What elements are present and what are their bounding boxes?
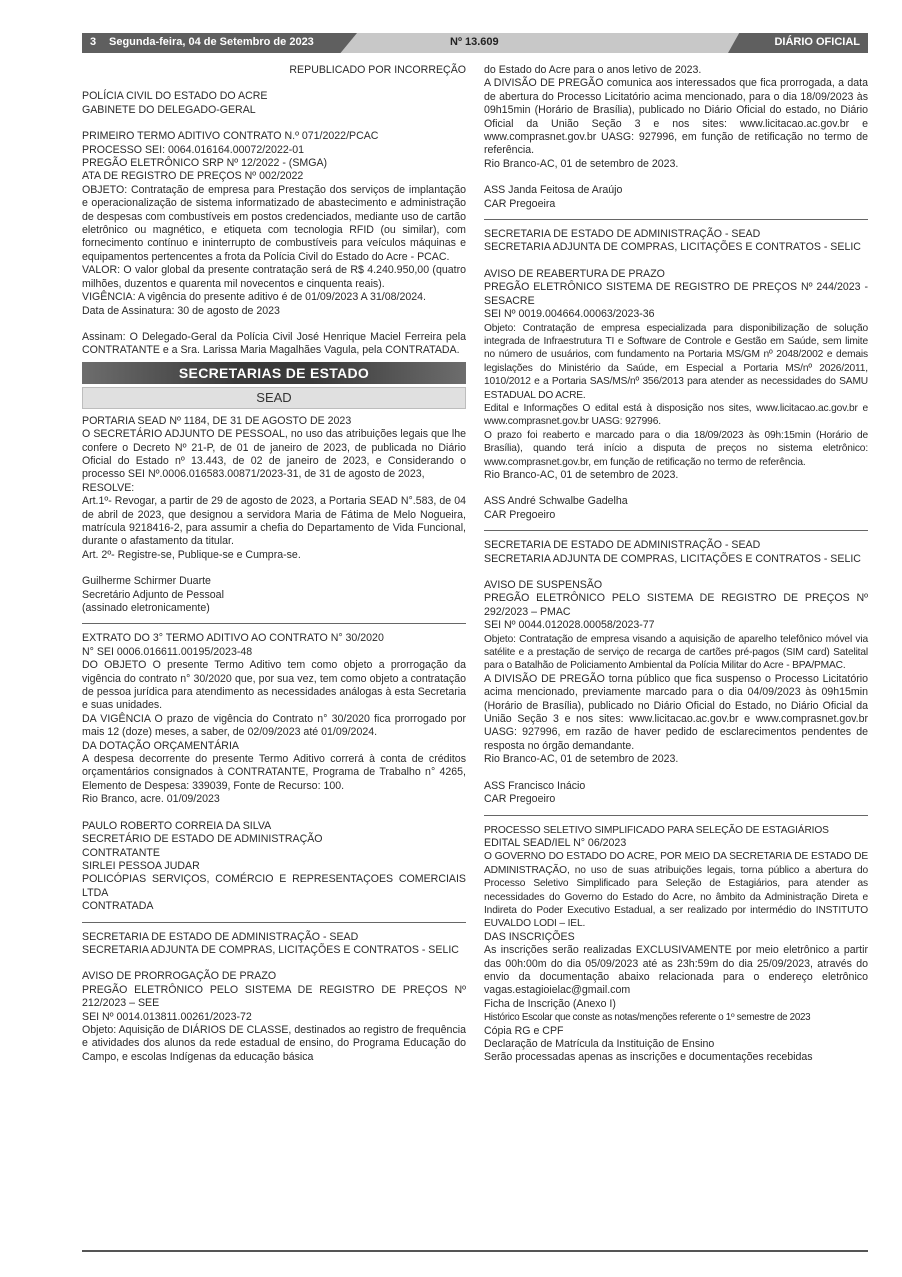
- divider: [484, 815, 868, 816]
- selection-doc-item: Declaração de Matrícula da Instituição de Ensino: [484, 1038, 715, 1050]
- notice-title: AVISO DE PRORROGAÇÃO DE PRAZO: [82, 970, 277, 983]
- selection-heading: DAS INSCRIÇÕES: [484, 930, 575, 943]
- extract-title: EXTRATO DO 3° TERMO ADITIVO AO CONTRATO N° 30/2020: [82, 632, 384, 645]
- extract-budget: A despesa decorrente do presente Termo Aditivo correrá à conta de créditos orçamentários consignados à CONTRATANTE, Programa de Trabalho n° 4265, Elemento de Despesa: 339039, Fonte de Recurso: 100.: [82, 753, 466, 792]
- issue-date: Segunda-feira, 04 de Setembro de 2023: [109, 36, 314, 48]
- department-name: SECRETARIA DE ESTADO DE ADMINISTRAÇÃO - SEAD: [484, 539, 761, 552]
- signer-name: ASS André Schwalbe Gadelha: [484, 495, 628, 508]
- notice-object: Objeto: Aquisição de DIÁRIOS DE CLASSE, destinados ao registro de frequência e atividades dos alunos da rede estadual de ensino, do Programa Educação do Campo, e escolas Indígenas da educação básica: [82, 1023, 466, 1063]
- notice-object: Objeto: Contratação de empresa visando a aquisição de aparelho telefônico móvel via satélite e a prestação de serviço de recarga de cartões pré-pagos (SIM card) Satelital para o Batalhão de Policiamento Ambiental da Polícia Militar do Acre - BPA/PMAC.: [484, 633, 868, 672]
- subsection-banner: SEAD: [82, 387, 466, 409]
- page-number: 3: [90, 36, 97, 48]
- contract-object: OBJETO: Contratação de empresa para Prestação dos serviços de implantação e operacionalização de sistema informatizado de abastecimento e administração de despesas com combustíveis em postos credenciados, mediante uso de cartão eletrônico ou magnético, e etiqueta com tecnologia RFID (ou similar), com fornecimento contínuo e ininterrupto de combustíveis para veículos máquinas e equipamentos pertencentes a frota da Polícia Civil do Estado do Acre - PCAC.: [82, 183, 466, 263]
- agency-name: POLÍCIA CIVIL DO ESTADO DO ACRE: [82, 90, 268, 103]
- extract-budget-heading: DA DOTAÇÃO ORÇAMENTÁRIA: [82, 739, 239, 752]
- party-company: POLICÓPIAS SERVIÇOS, COMÉRCIO E REPRESENTAÇOES COMERCIAIS LTDA: [82, 873, 466, 899]
- department-name: SECRETARIA DE ESTADO DE ADMINISTRAÇÃO - SEAD: [484, 228, 761, 241]
- notice-sei: SEI Nº 0044.012028.00058/2023-77: [484, 619, 655, 632]
- notice-title: AVISO DE SUSPENSÃO: [484, 579, 603, 591]
- signer-name: ASS Francisco Inácio: [484, 779, 586, 792]
- extract-sei: N° SEI 0006.016611.00195/2023-48: [82, 645, 253, 658]
- department-name: SECRETARIA DE ESTADO DE ADMINISTRAÇÃO - SEAD: [82, 930, 359, 943]
- notice-body: A DIVISÃO DE PREGÃO torna público que fica suspenso o Processo Licitatório acima mencionado, previamente marcado para o dia 04/09/2023 às 09h15min (Horário de Brasília), publicado no Diário Oficial do Estado, no Diário Oficial da União Seção 3 e nos sites: www.licitacao.ac.gov.br e www.comprasnet.gov.br UASG: 927996, em razão de haver pedido de esclarecimentos pendentes de resposta no órgão demandante.: [484, 672, 868, 752]
- notice-auction: PREGÃO ELETRÔNICO PELO SISTEMA DE REGISTRO DE PREÇOS Nº 212/2023 – SEE: [82, 983, 466, 1010]
- signer-role: CAR Pregoeiro: [484, 508, 556, 521]
- notice-body: A DIVISÃO DE PREGÃO comunica aos interessados que fica prorrogada, a data de abertura do Processo Licitatório acima mencionado, para o dia 18/09/2023 às 09h15min (Horário de Brasília), publicado no Diário Oficial do estado, no Diário Oficial da União Seção 3 e nos sites: www.licitacao.ac.gov.br e www.comprasnet.gov.br UASG: 927996, em função de retificação no termo de referência.: [484, 77, 868, 157]
- selection-doc-item: Cópia RG e CPF: [484, 1024, 564, 1037]
- divider: [82, 922, 466, 923]
- department-sub: SECRETARIA ADJUNTA DE COMPRAS, LICITAÇÕES E CONTRATOS - SELIC: [484, 241, 861, 254]
- notice-edital: Edital e Informações O edital está à disposição nos sites, www.licitacao.ac.gov.br e www.comprasnet.gov.br UASG: 927996.: [484, 402, 868, 428]
- selection-doc-item: Histórico Escolar que conste as notas/menções referente o 1º semestre de 2023: [484, 1012, 811, 1024]
- contract-title: PRIMEIRO TERMO ADITIVO CONTRATO N.º 071/2022/PCAC: [82, 130, 379, 143]
- portaria-art1: Art.1º- Revogar, a partir de 29 de agosto de 2023, a Portaria SEAD N°.583, de 04 de abril de 2023, que designou a servidora Maria de Fátima de Melo Nogueira, matrícula 9218416-2, para assumir a chefia do Departamento de Vida Funcional, durante o afastamento da titular.: [82, 495, 466, 548]
- portaria-art2: Art. 2º- Registre-se, Publique-se e Cumpra-se.: [82, 548, 301, 561]
- notice-title: AVISO DE REABERTURA DE PRAZO: [484, 267, 665, 280]
- contract-price-record: ATA DE REGISTRO DE PREÇOS Nº 002/2022: [82, 170, 304, 183]
- signer-name: Guilherme Schirmer Duarte: [82, 575, 211, 588]
- department-sub: SECRETARIA ADJUNTA DE COMPRAS, LICITAÇÕES E CONTRATOS - SELIC: [484, 552, 861, 565]
- portaria-preamble: O SECRETÁRIO ADJUNTO DE PESSOAL, no uso das atribuições legais que lhe confere o Decreto Nº 21-P, de 01 de janeiro de 2023, de publicada no Diário Oficial do Estado nº 13.443, de 02 de janeiro de 2023, e Considerando o processo SEI Nº.0006.016583.00871/2023-31, de 31 de agosto de 2023,: [82, 428, 466, 481]
- publication-name: DIÁRIO OFICIAL: [774, 36, 860, 48]
- party-name: SIRLEI PESSOA JUDAR: [82, 859, 200, 872]
- notice-place-date: Rio Branco-AC, 01 de setembro de 2023.: [484, 157, 679, 170]
- republished-note: REPUBLICADO POR INCORREÇÃO: [289, 64, 466, 76]
- notice-place-date: Rio Branco-AC, 01 de setembro de 2023.: [484, 753, 679, 766]
- department-sub: SECRETARIA ADJUNTA DE COMPRAS, LICITAÇÕES E CONTRATOS - SELIC: [82, 943, 459, 956]
- section-banner: SECRETARIAS DE ESTADO: [82, 362, 466, 384]
- notice-deadline: O prazo foi reaberto e marcado para o dia 18/09/2023 às 09h:15min (Horário de Brasília), quando terá início a disputa de preços no sistema eletrônico: www.comprasnet.gov.br, em função de retificação no termo de referência.: [484, 429, 868, 468]
- notice-continuation: do Estado do Acre para o anos letivo de 2023.: [484, 64, 702, 76]
- party-label: CONTRATADA: [82, 900, 154, 913]
- selection-title: PROCESSO SELETIVO SIMPLIFICADO PARA SELEÇÃO DE ESTAGIÁRIOS: [484, 824, 829, 836]
- selection-doc-item: Ficha de Inscrição (Anexo I): [484, 997, 616, 1010]
- party-label: CONTRATANTE: [82, 846, 160, 859]
- divider: [82, 623, 466, 624]
- notice-object: Objeto: Contratação de empresa especializada para disponibilização de solução integrada de Infraestrutura TI e Software de Controle e Gestão em Saúde, sem limite no número de usuários, com fundamento na Portaria MS/GM nº 2048/2002 e demais legislações do Ministério da Saúde, em Especial a Portaria MS/nº 2026/2011, 1010/2012 e a Portaria SAS/MS/nº 356/2013 para atender as necessidades do SAMU ESTADUAL DO ACRE.: [484, 322, 868, 401]
- portaria-title: PORTARIA SEAD Nº 1184, DE 31 DE AGOSTO DE 2023: [82, 414, 352, 427]
- divider: [484, 530, 868, 531]
- edition-number: Nº 13.609: [450, 36, 499, 48]
- selection-closing: Serão processadas apenas as inscrições e documentações recebidas: [484, 1051, 813, 1064]
- portaria-resolve: RESOLVE:: [82, 481, 135, 494]
- signer-name: ASS Janda Feitosa de Araújo: [484, 184, 623, 197]
- notice-sei: SEI Nº 0014.013811.00261/2023-72: [82, 1010, 252, 1023]
- party-role: SECRETÁRIO DE ESTADO DE ADMINISTRAÇÃO: [82, 833, 323, 846]
- left-column: [82, 64, 466, 1064]
- contract-auction: PREGÃO ELETRÔNICO SRP Nº 12/2022 - (SMGA): [82, 157, 328, 170]
- extract-validity: DA VIGÊNCIA O prazo de vigência do Contrato n° 30/2020 fica prorrogado por mais 12 (doze) meses, a saber, de 02/09/2023 até 01/09/2024.: [82, 712, 466, 739]
- extract-object: DO OBJETO O presente Termo Aditivo tem como objeto a prorrogação da vigência do contrato n° 30/2020 que, por sua vez, tem como objeto a contratação de pessoa jurídica para atendimento as necessidades análogas à esta Secretaria e suas unidades.: [82, 659, 466, 712]
- extract-place-date: Rio Branco, acre. 01/09/2023: [82, 793, 220, 806]
- selection-body: As inscrições serão realizadas EXCLUSIVAMENTE por meio eletrônico a partir das 00h:00m do dia 05/09/2023 até as 23h:59m do dia 25/09/2023, através do envio da documentação abaixo relacionada para o endereço eletrônico vagas.estagioielac@gmail.com: [484, 944, 868, 997]
- selection-edital: EDITAL SEAD/IEL N° 06/2023: [484, 836, 627, 849]
- contract-signatories: Assinam: O Delegado-Geral da Polícia Civil José Henrique Maciel Ferreira pela CONTRATANTE e a Sra. Larissa Maria Magalhães Vagula, pela CONTRATADA.: [82, 330, 466, 357]
- contract-value: VALOR: O valor global da presente contratação será de R$ 4.240.950,00 (quatro milhões, duzentos e quarenta mil novecentos e cinquenta reais).: [82, 264, 466, 290]
- notice-auction: PREGÃO ELETRÔNICO SISTEMA DE REGISTRO DE PREÇOS Nº 244/2023 - SESACRE: [484, 281, 868, 307]
- agency-office: GABINETE DO DELEGADO-GERAL: [82, 103, 256, 116]
- party-name: PAULO ROBERTO CORREIA DA SILVA: [82, 819, 272, 832]
- page-header: [82, 33, 868, 53]
- signer-role: Secretário Adjunto de Pessoal: [82, 588, 224, 601]
- contract-sign-date: Data de Assinatura: 30 de agosto de 2023: [82, 304, 280, 317]
- footer-rule: [82, 1250, 868, 1252]
- notice-auction: PREGÃO ELETRÔNICO PELO SISTEMA DE REGISTRO DE PREÇOS Nº 292/2023 – PMAC: [484, 592, 868, 618]
- notice-sei: SEI Nº 0019.004664.00063/2023-36: [484, 308, 655, 321]
- divider: [484, 219, 868, 220]
- right-column: [484, 64, 868, 1065]
- notice-place-date: Rio Branco-AC, 01 de setembro de 2023.: [484, 468, 679, 481]
- signer-role: CAR Pregoeira: [484, 197, 556, 210]
- contract-process: PROCESSO SEI: 0064.016164.00072/2022-01: [82, 143, 305, 156]
- selection-preamble: O GOVERNO DO ESTADO DO ACRE, POR MEIO DA SECRETARIA DE ESTADO DE ADMINISTRAÇÃO, no uso de suas atribuições legais, torna público a abertura do Processo Seletivo Simplificado para Seleção de Estagiários, para atender as necessidades do Governo do Estado do Acre, no âmbito da Administração Direta e Indireta do Poder Executivo Estadual, a ser realizado por intermédio do INSTITUTO EUVALDO LODI – IEL.: [484, 851, 868, 930]
- signer-role: CAR Pregoeiro: [484, 793, 556, 806]
- contract-validity: VIGÊNCIA: A vigência do presente aditivo é de 01/09/2023 A 31/08/2024.: [82, 291, 426, 304]
- signer-note: (assinado eletronicamente): [82, 602, 210, 614]
